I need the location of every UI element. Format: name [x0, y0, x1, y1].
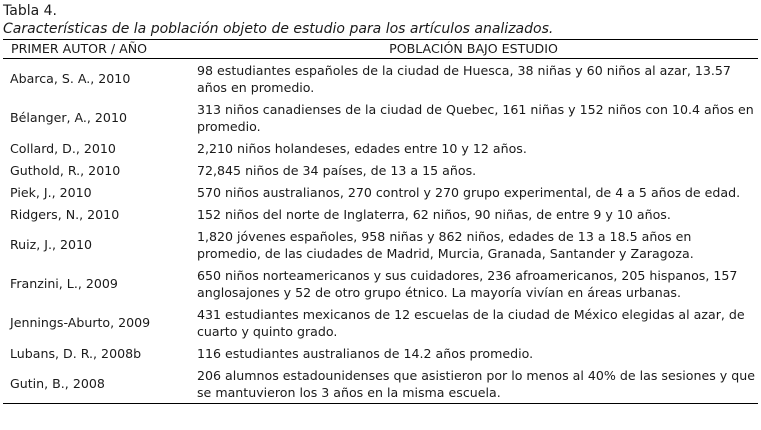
population-cell: 570 niños australianos, 270 control y 270 grupo experimental, de 4 a 5 años de edad. — [197, 184, 741, 200]
population-cell: 313 niños canadienses de la ciudad de Quebec, 161 niñas y 152 niños con 10.4 años en promedio. — [197, 101, 754, 134]
table-row — [3, 59, 758, 99]
header-population: POBLACIÓN BAJO ESTUDIO — [189, 40, 758, 59]
table-row — [3, 203, 758, 225]
table-row — [3, 181, 758, 203]
author-cell: Gutin, B., 2008 — [3, 364, 189, 404]
table-row — [3, 364, 758, 404]
author-cell: Ruiz, J., 2010 — [10, 237, 93, 252]
author-cell: Piek, J., 2010 — [10, 184, 92, 200]
population-cell: 650 niños norteamericanos y sus cuidadores, 236 afroamericanos, 205 hispanos, 157 anglosajones y 52 de otro grupo étnico. La mayoría vivían en áreas urbanas. — [197, 267, 738, 300]
table-row — [3, 264, 758, 303]
population-cell: 152 niños del norte de Inglaterra, 62 niños, 90 niñas, de entre 9 y 10 años. — [197, 206, 671, 222]
author-cell: Collard, D., 2010 — [10, 140, 116, 156]
table-caption: Características de la población objeto de estudio para los artículos analizados. — [3, 21, 554, 37]
table-label: Tabla 4. — [3, 3, 57, 19]
population-cell: 1,820 jóvenes españoles, 958 niñas y 862 niños, edades de 13 a 18.5 años en promedio, de las ciudades de Madrid, Murcia, Granada, Santander y Zaragoza. — [197, 228, 694, 261]
author-cell: Ridgers, N., 2010 — [10, 206, 120, 222]
table-row — [3, 137, 758, 159]
document-page — [3, 0, 758, 404]
population-cell: 2,210 niños holandeses, edades entre 10 y 12 años. — [197, 140, 527, 156]
author-cell: Bélanger, A., 2010 — [10, 110, 127, 125]
header-author: PRIMER AUTOR / AÑO — [3, 40, 189, 59]
author-cell: Abarca, S. A., 2010 — [10, 71, 131, 86]
population-cell: 116 estudiantes australianos de 14.2 años promedio. — [197, 345, 534, 361]
author-cell: Guthold, R., 2010 — [10, 162, 121, 178]
table-row — [3, 342, 758, 364]
population-cell: 72,845 niños de 34 países, de 13 a 15 años. — [197, 162, 477, 178]
table-header-row — [3, 40, 758, 59]
table-row — [3, 225, 758, 264]
population-cell: 431 estudiantes mexicanos de 12 escuelas de la ciudad de México elegidas al azar, de cuarto y quinto grado. — [197, 306, 745, 339]
table-row — [3, 98, 758, 137]
table-row — [3, 303, 758, 342]
author-cell: Jennings-Aburto, 2009 — [10, 315, 151, 330]
population-table — [3, 40, 758, 404]
author-cell: Franzini, L., 2009 — [10, 276, 118, 291]
author-cell: Lubans, D. R., 2008b — [10, 345, 142, 361]
population-cell: 98 estudiantes españoles de la ciudad de Huesca, 38 niñas y 60 niños al azar, 13.57 años en promedio. — [197, 62, 731, 95]
population-cell: 206 alumnos estadounidenses que asistieron por lo menos al 40% de las sesiones y que se mantuvieron los 3 años en la misma escuela. — [189, 364, 758, 404]
table-row — [3, 159, 758, 181]
